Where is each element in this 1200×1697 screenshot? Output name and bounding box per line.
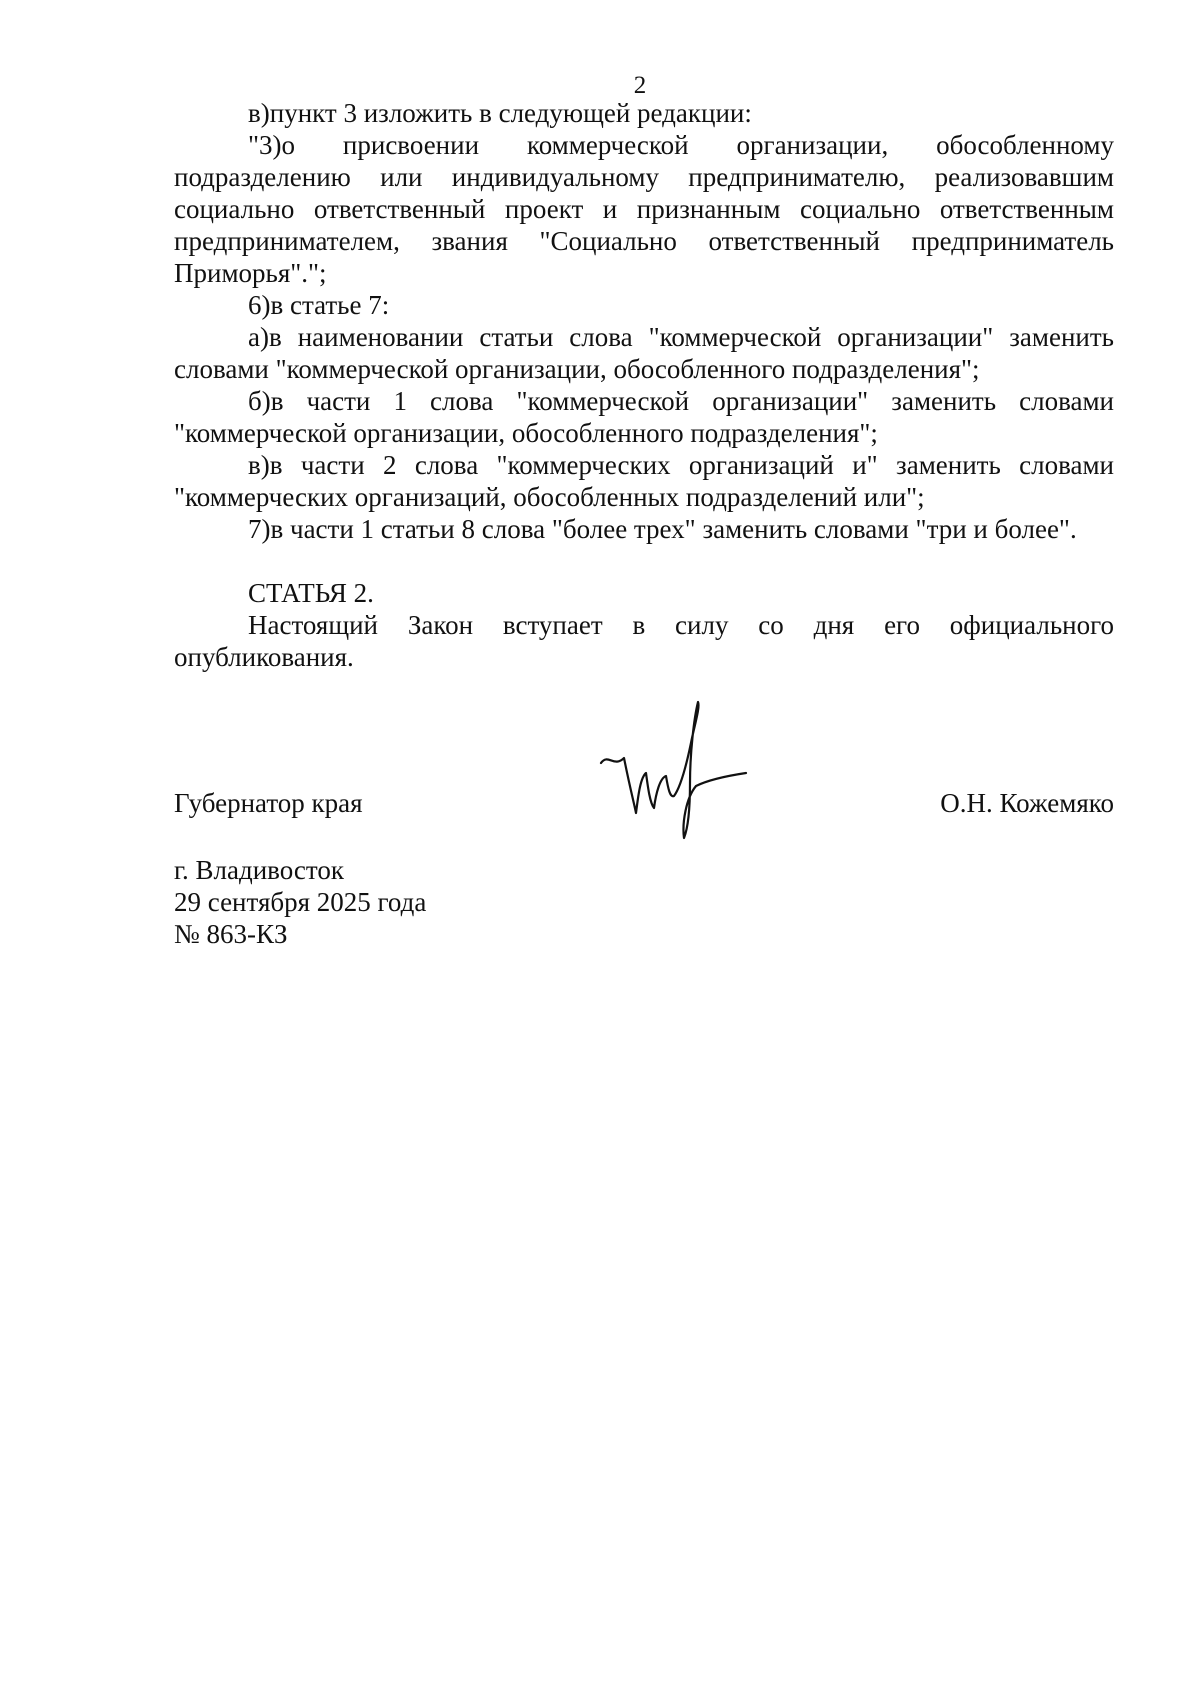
document-footer bbox=[174, 854, 426, 950]
paragraph: 7)в части 1 статьи 8 слова "более трех" заменить словами "три и более". bbox=[248, 514, 1077, 544]
paragraph: "3)о присвоении коммерческой организации, обособленному подразделению или индивидуальному предпринимателю, реализовавшим социально ответственный проект и признанным социально ответственным предпринимателем, звания "Социально ответственный предприниматель Приморья"."; bbox=[174, 130, 1114, 288]
paragraph: б)в части 1 слова "коммерческой организации" заменить словами "коммерческой организации, обособленного подразделения"; bbox=[174, 386, 1114, 448]
paragraph: а)в наименовании статьи слова "коммерческой организации" заменить словами "коммерческой организации, обособленного подразделения"; bbox=[174, 322, 1114, 384]
handwritten-signature bbox=[596, 698, 756, 848]
paragraph: 6)в статье 7: bbox=[248, 290, 390, 320]
paragraph: в)в части 2 слова "коммерческих организаций и" заменить словами "коммерческих организаций, обособленных подразделений или"; bbox=[174, 450, 1114, 512]
paragraph: в)пункт 3 изложить в следующей редакции: bbox=[248, 98, 752, 128]
signatory-name: О.Н. Кожемяко bbox=[940, 788, 1114, 818]
footer-number: № 863-КЗ bbox=[174, 919, 288, 949]
document-body bbox=[174, 97, 1114, 673]
article-heading: СТАТЬЯ 2. bbox=[248, 578, 374, 608]
footer-date: 29 сентября 2025 года bbox=[174, 887, 427, 917]
footer-city: г. Владивосток bbox=[174, 855, 344, 885]
signatory-title: Губернатор края bbox=[174, 788, 363, 818]
page-number: 2 bbox=[633, 72, 647, 99]
paragraph: Настоящий Закон вступает в силу со дня его официального опубликования. bbox=[174, 610, 1114, 672]
